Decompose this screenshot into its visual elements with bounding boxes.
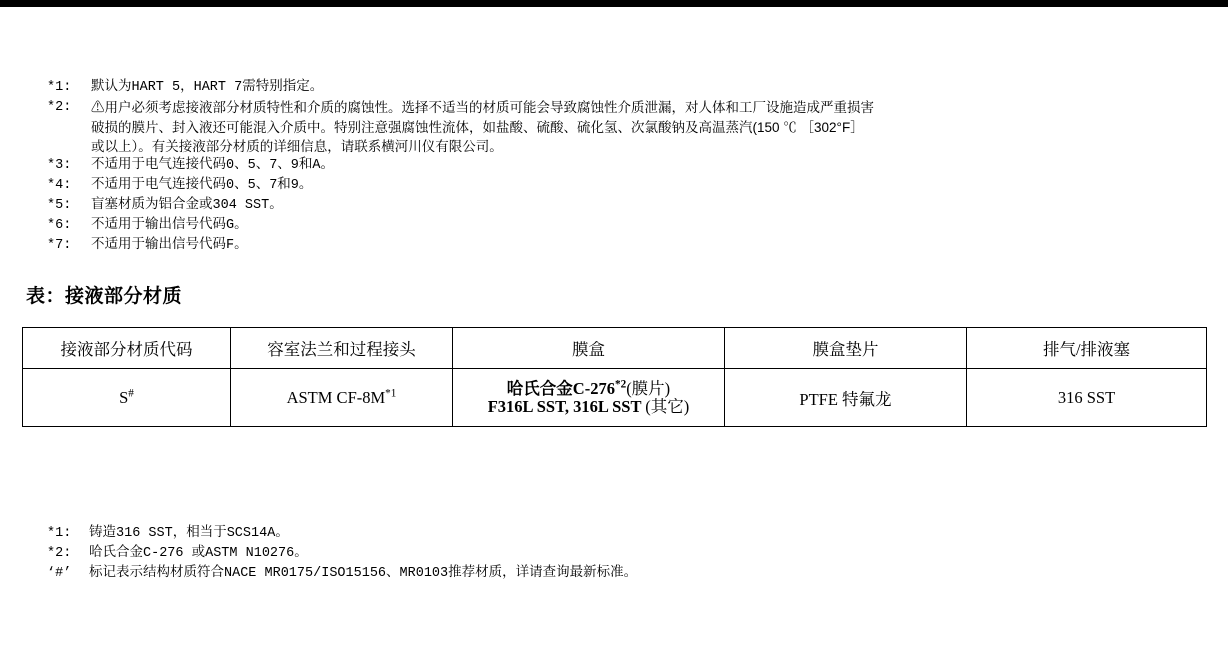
footnote-key: *7: xyxy=(47,238,72,253)
capsule-line-2 xyxy=(453,398,724,416)
footnote-item xyxy=(47,176,1217,195)
cell-material-code xyxy=(23,369,231,427)
cell-capsule xyxy=(453,369,725,427)
capsule-line-2-tail: (其它) xyxy=(645,396,690,416)
capsule-line-1 xyxy=(453,380,724,398)
footnote-item xyxy=(47,216,1217,235)
footnote-item xyxy=(47,236,1217,255)
flange-value: ASTM CF-8M xyxy=(286,387,386,407)
wetted-parts-material-table xyxy=(22,327,1207,427)
column-header-gasket: 膜盒垫片 xyxy=(725,328,967,369)
column-header-vent-drain-plug: 排气/排液塞 xyxy=(967,328,1207,369)
footnote-text: 默认为HART 5，HART 7需特别指定。 xyxy=(91,80,324,95)
cell-flange xyxy=(231,369,453,427)
footnote-text: 盲塞材质为铝合金或304 SST。 xyxy=(91,198,283,213)
footnote-item xyxy=(47,156,1217,175)
footnote-text: 标记表示结构材质符合NACE MR0175/ISO15156、MR0103推荐材质，详请查询最新标准。 xyxy=(89,566,638,581)
footnote-key: *1: xyxy=(47,80,72,95)
cell-vent-drain-plug: 316 SST xyxy=(967,369,1207,427)
column-header-flange: 容室法兰和过程接头 xyxy=(231,328,453,369)
footnote-text: 铸造316 SST，相当于SCS14A。 xyxy=(89,526,289,541)
material-code-value: S xyxy=(119,387,129,407)
capsule-line-1-tail: (膜片) xyxy=(626,378,671,398)
footnote-item xyxy=(47,196,1217,215)
column-header-capsule: 膜盒 xyxy=(453,328,725,369)
footnote-key: *5: xyxy=(47,198,72,213)
capsule-superscript: *2 xyxy=(614,378,627,390)
footnote-text: 不适用于电气连接代码0、5、7和9。 xyxy=(91,178,313,193)
top-footnotes-list xyxy=(47,78,1217,256)
footnote-text: 不适用于输出信号代码F。 xyxy=(91,238,248,253)
footnote-key: *4: xyxy=(47,178,72,193)
footnote-key: *2: xyxy=(47,546,72,561)
footnote-item xyxy=(47,78,1217,97)
footnote-key: *2: xyxy=(47,100,72,115)
footnote-key: *3: xyxy=(47,158,72,173)
capsule-material-main: 哈氏合金C-276 xyxy=(506,378,615,398)
section-title: 表：接液部分材质 xyxy=(26,286,183,307)
footnote-item xyxy=(47,564,1197,583)
footnote-key: *1: xyxy=(47,526,72,541)
footnote-key: *6: xyxy=(47,218,72,233)
material-code-superscript: # xyxy=(128,387,134,399)
footnote-text: 哈氏合金C-276 或ASTM N10276。 xyxy=(89,546,308,561)
flange-superscript: *1 xyxy=(385,387,397,399)
footnote-item xyxy=(47,524,1197,543)
footnote-key: ‘#’ xyxy=(47,566,72,581)
table-header-row xyxy=(23,328,1207,369)
footnote-item xyxy=(47,98,1217,117)
bottom-footnotes-list xyxy=(47,524,1197,584)
footnote-text: ⚠用户必须考虑接液部分材质特性和介质的腐蚀性。选择不适当的材质可能会导致腐蚀性介质泄漏，对人体和工厂设施造成严重损害 xyxy=(91,100,874,115)
footnote-continuation: 破损的膜片、封入液还可能混入介质中。特别注意强腐蚀性流体，如盐酸、硫酸、硫化氢、次氯酸钠及高温蒸汽(150 ℃ ［302°F］ xyxy=(91,120,864,135)
footnote-text: 不适用于输出信号代码G。 xyxy=(91,218,248,233)
footnote-continuation: 或以上）。有关接液部分材质的详细信息，请联系横河川仪有限公司。 xyxy=(91,139,503,154)
column-header-material-code: 接液部分材质代码 xyxy=(23,328,231,369)
table-row xyxy=(23,369,1207,427)
cell-gasket: PTFE 特氟龙 xyxy=(725,369,967,427)
page-top-rule xyxy=(0,0,1228,7)
capsule-material-secondary: F316L SST, 316L SST xyxy=(487,396,642,416)
footnote-item xyxy=(47,544,1197,563)
footnote-text: 不适用于电气连接代码0、5、7、9和A。 xyxy=(91,158,335,173)
